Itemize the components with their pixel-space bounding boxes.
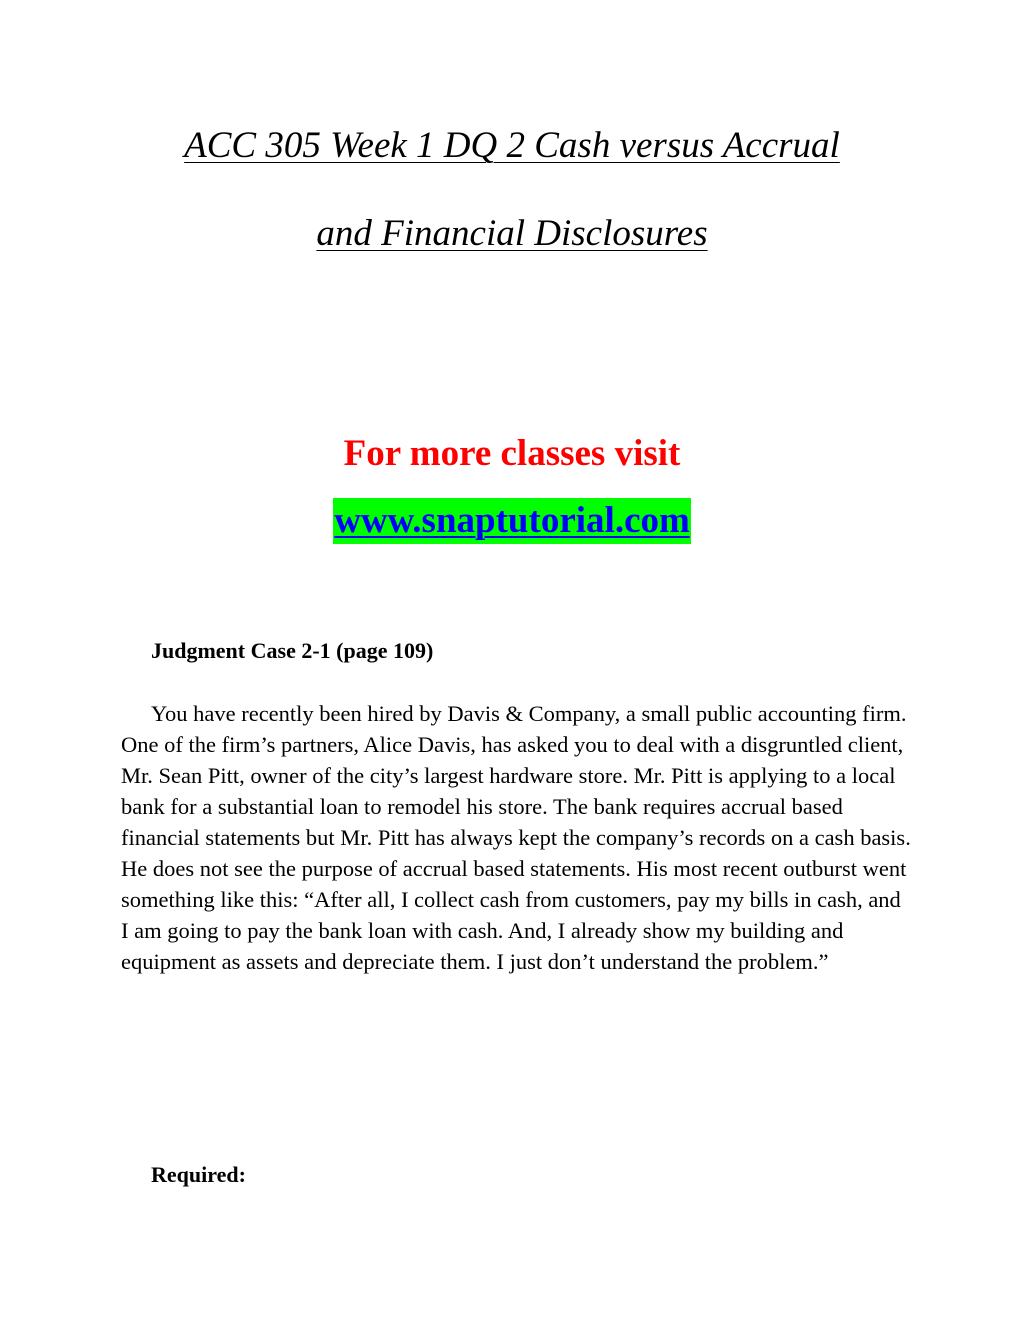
document-title-line-1 xyxy=(0,124,1024,168)
document-title-line-2 xyxy=(0,212,1024,256)
promo-link-container xyxy=(0,498,1024,544)
snaptutorial-link[interactable]: www.snaptutorial.com xyxy=(333,498,691,544)
case-body-paragraph: You have recently been hired by Davis & Company, a small public accounting firm. One of the firm’s partners, Alice Davis, has asked you to deal with a disgruntled client, Mr. Sean Pitt, owner of the city’s largest hardware store. Mr. Pitt is applying to a local bank for a substantial loan to remodel his store. The bank requires accrual based financial statements but Mr. Pitt has always kept the company’s records on a cash basis. He does not see the purpose of accrual based statements. His most recent outburst went something like this: “After all, I collect cash from customers, pay my bills in cash, and I am going to pay the bank loan with cash. And, I already show my building and equipment as assets and depreciate them. I just don’t understand the problem.” xyxy=(121,701,911,974)
case-heading: Judgment Case 2-1 (page 109) xyxy=(151,638,434,663)
promo-text: For more classes visit xyxy=(343,433,681,474)
document-title-line-2-text: and Financial Disclosures xyxy=(316,213,708,254)
document-title-line-1-text: ACC 305 Week 1 DQ 2 Cash versus Accrual xyxy=(184,125,840,166)
required-label: Required: xyxy=(151,1162,246,1187)
